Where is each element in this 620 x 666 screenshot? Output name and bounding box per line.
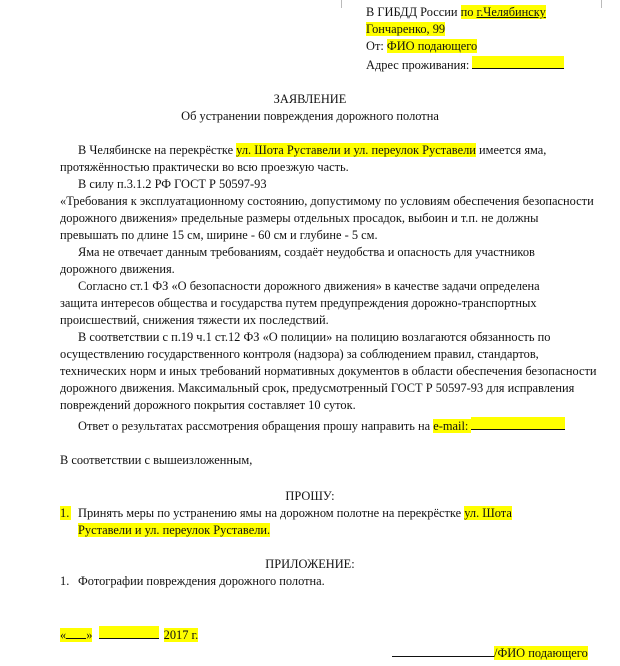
paragraph-line: В силу п.3.1.2 РФ ГОСТ Р 50597-93 [78,177,267,191]
email-blank [471,417,565,430]
paragraph-line: защита интересов общества и государства путем предупреждения дорожно-транспортных [60,296,537,310]
paragraph-line: В соответствии с вышеизложенным, [60,453,253,467]
paragraph-line: повреждений дорожного покрытия составляет 10 суток. [60,398,356,412]
paragraph-line: В соответствии с п.19 ч.1 ст.12 ФЗ «О полиции» на полицию возлагаются обязанность по [78,330,551,344]
recipient-address: Гончаренко, 99 [366,22,446,36]
recipient-line: В ГИБДД России по г.Челябинску [366,5,546,19]
date-month-blank [99,626,159,639]
request-heading: ПРОШУ: [285,489,335,503]
date-day-field: « » [60,628,93,642]
paragraph-line: осуществлению государственного контроля (надзора) за соблюдением правил, стандартов, [60,347,539,361]
paragraph-line: дорожного движения. Максимальный срок, предусмотренный ГОСТ Р 50597-93 для исправления [60,381,575,395]
document-title: ЗАЯВЛЕНИЕ [273,92,347,106]
email-request-line: Ответ о результатах рассмотрения обращения прошу направить на e-mail: [78,417,565,434]
paragraph-line: превышать по длине 15 см, ширине - 60 см и глубине - 5 см. [60,228,378,242]
residence-line: Адрес проживания: [366,56,564,73]
paragraph-line: дорожного движения. [60,262,175,276]
date-line: « » 2017 г. [60,628,199,642]
paragraph-line: протяжённостью практически во всю проезжую часть. [60,160,349,174]
attachment-heading: ПРИЛОЖЕНИЕ: [265,557,355,571]
residence-blank [472,56,564,69]
sender-line: От: ФИО подающего [366,39,478,53]
paragraph-line: происшествий, снижения тяжести их последствий. [60,313,329,327]
attachment-item: Фотографии повреждения дорожного полотна. [78,574,325,588]
paragraph-line: технических норм и иных требований нормативных документов в области обеспечения безопасности [60,364,597,378]
request-item-cont: Руставели и ул. переулок Руставели. [78,523,271,537]
signature-blank [392,645,494,657]
signature-line: /ФИО подающего [392,645,588,661]
attachment-item-number: 1. [60,574,70,588]
request-item: Принять меры по устранению ямы на дорожном полотне на перекрёстке ул. Шота [78,506,512,520]
paragraph-line: Согласно ст.1 ФЗ «О безопасности дорожного движения» в качестве задачи определена [78,279,540,293]
page-margin-mark [341,0,342,8]
document-subtitle: Об устранении повреждения дорожного полотна [181,109,439,123]
request-item-number: 1. [60,506,70,520]
paragraph-location: В Челябинске на перекрёстке ул. Шота Руставели и ул. переулок Руставели имеется яма, [78,143,547,157]
paragraph-line: дорожного движения» предельные размеры отдельных просадок, выбоин и т.п. не должны [60,211,539,225]
recipient-highlight: по г.Челябинску [460,5,546,19]
paragraph-line: Яма не отвечает данным требованиям, создаёт неудобства и опасность для участников [78,245,535,259]
page-margin-mark [601,0,602,8]
paragraph-line: «Требования к эксплуатационному состоянию, допустимому по условиям обеспечения безопасности [60,194,594,208]
